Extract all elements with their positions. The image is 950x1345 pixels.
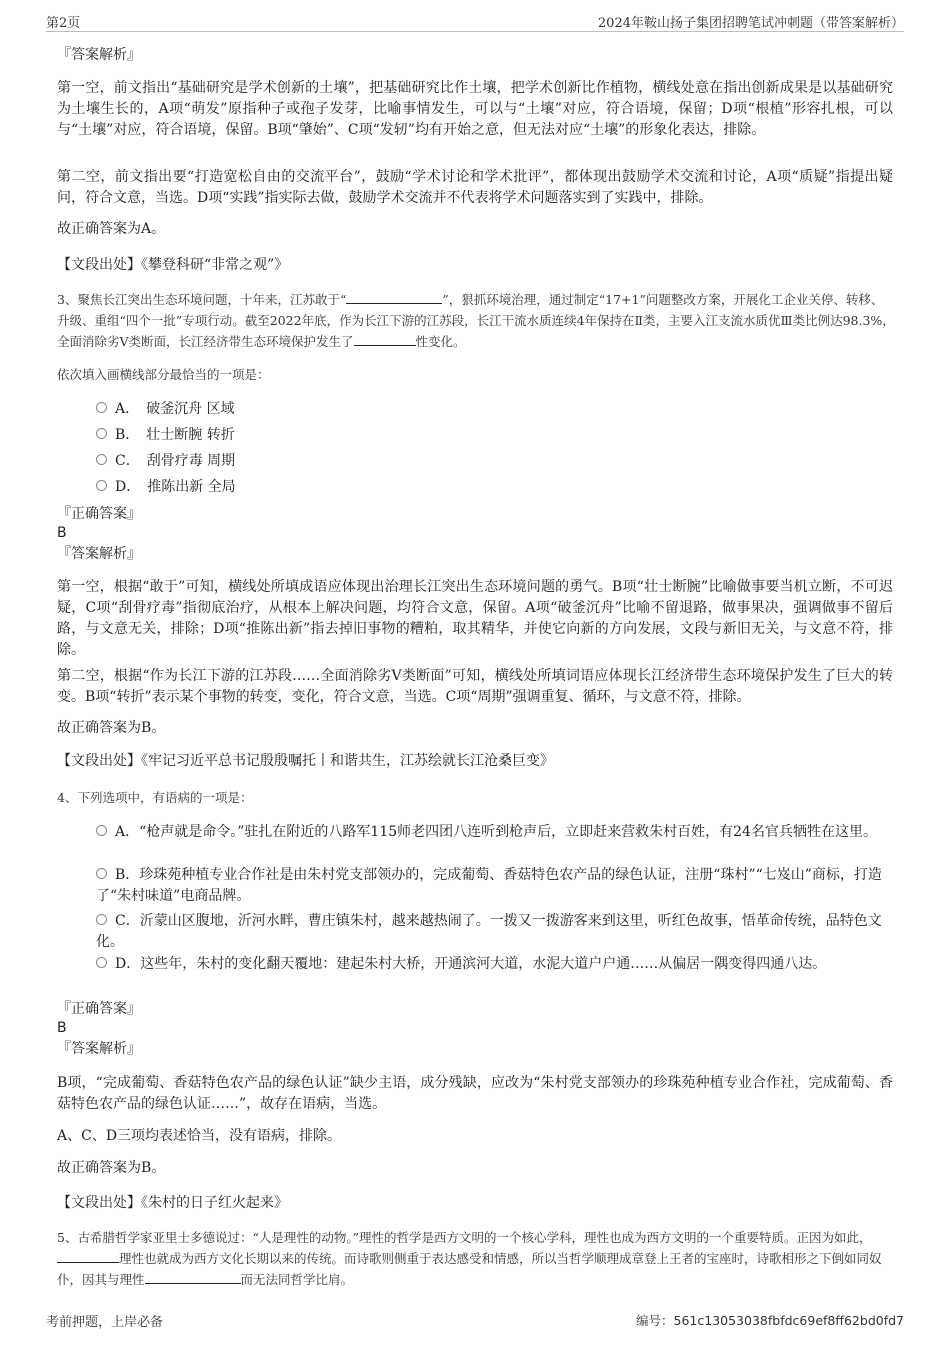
document-title: 2024年鞍山扬子集团招聘笔试冲刺题（带答案解析） xyxy=(597,16,904,31)
radio-icon[interactable] xyxy=(96,914,107,925)
radio-icon[interactable] xyxy=(96,868,107,879)
source: 【文段出处】《朱村的日子红火起来》 xyxy=(57,1195,288,1211)
page-number: 第2页 xyxy=(46,16,81,31)
option-b[interactable]: B． 壮士断腕 转折 xyxy=(96,425,235,446)
conclusion: 故正确答案为B。 xyxy=(57,1160,166,1176)
option-d[interactable]: D．这些年，朱村的变化翻天覆地：建起朱村大桥，开通滨河大道，水泥大道户户通……从偏居一隅变得四通八达。 xyxy=(96,954,896,975)
analysis-paragraph: 第二空，前文指出要“打造宽松自由的交流平台”，鼓励“学术讨论和学术批评”，都体现出鼓励学术交流和讨论，A项“质疑”指提出疑问，符合文意，当选。D项“实践”指实际去做，鼓励学术交流并不代表将学术问题落实到了实践中，排除。 xyxy=(57,169,893,206)
question-prompt: 依次填入画横线部分最恰当的一项是： xyxy=(57,367,270,382)
option-c[interactable]: C． 刮骨疗毒 周期 xyxy=(96,451,235,472)
correct-answer: B xyxy=(57,1020,67,1036)
document-id: 编号：561c13053038fbfdc69ef8ff62bd0fd7 xyxy=(636,1313,904,1328)
analysis-paragraph: 第一空，根据“敢于”可知，横线处所填成语应体现出治理长江突出生态环境问题的勇气。B项“壮士断腕”比喻做事要当机立断，不可迟疑，C项“刮骨疗毒”指彻底治疗，从根本上解决问题，均符合文意，保留。A项“破釜沉舟”比喻不留退路，做事果决，强调做事不留后路，与文意无关，排除；D项“推陈出新”指去掉旧事物的糟粕，取其精华，并使它向新的方向发展，文段与新旧无关，与文意不符，排除。 xyxy=(57,579,893,658)
fill-blank xyxy=(57,1250,119,1263)
footer-slogan: 考前押题，上岸必备 xyxy=(46,1315,164,1330)
option-d[interactable]: D． 推陈出新 全局 xyxy=(96,477,236,498)
correct-answer-label: 『正确答案』 xyxy=(57,1001,141,1017)
answer-analysis-label: 『答案解析』 xyxy=(57,47,141,63)
fill-blank xyxy=(145,1271,241,1284)
page-header xyxy=(46,9,904,32)
option-b[interactable]: B．珍珠苑种植专业合作社是由朱村党支部领办的，完成葡萄、香菇特色农产品的绿色认证，注册“珠村”“七岌山”商标，打造了“朱村味道”电商品牌。 xyxy=(96,867,882,904)
analysis-paragraph: 第二空，根据“作为长江下游的江苏段……全面消除劣Ⅴ类断面”可知，横线处所填词语应体现长江经济带生态环境保护发生了巨大的转变。B项“转折”表示某个事物的转变，变化，符合文意，当选。C项“周期”强调重复、循环，与文意不符，排除。 xyxy=(57,668,893,705)
radio-icon[interactable] xyxy=(96,454,107,465)
analysis-paragraph: 第一空，前文指出“基础研究是学术创新的土壤”，把基础研究比作土壤，把学术创新比作植物，横线处意在指出创新成果是以基础研究为土壤生长的，A项“萌发”原指种子或孢子发芽，比喻事情发生，可以与“土壤”对应，符合语境，保留；D项“根植”形容扎根，可以与“土壤”对应，符合语境，保留。B项“肇始”、C项“发轫”均有开始之意，但无法对应“土壤”的形象化表达，排除。 xyxy=(57,80,893,138)
option-a[interactable]: A． 破釜沉舟 区域 xyxy=(96,399,235,420)
radio-icon[interactable] xyxy=(96,957,107,968)
analysis-paragraph: B项，“完成葡萄、香菇特色农产品的绿色认证”缺少主语，成分残缺，应改为“朱村党支部领办的珍珠苑种植专业合作社，完成葡萄、香菇特色农产品的绿色认证……”，故存在语病，当选。 xyxy=(57,1075,893,1112)
question-3-stem: 3、聚焦长江突出生态环境问题，十年来，江苏敢于“ ”，狠抓环境治理，通过制定“17+1”问题整改方案，开展化工企业关停、转移、升级、重组“四个一批”专项行动。截至2022年底，作为长江下游的江苏段，长江干流水质连续4年保持在Ⅱ类，主要入江支流水质优Ⅲ类比例达98.3%，全面消除劣Ⅴ类断面，长江经济带生态环境保护发生了 性变化。 xyxy=(57,292,895,349)
radio-icon[interactable] xyxy=(96,825,107,836)
conclusion: 故正确答案为B。 xyxy=(57,720,166,736)
option-a[interactable]: A．“枪声就是命令。”驻扎在附近的八路军115师老四团八连听到枪声后，立即赶来营救朱村百姓，有24名官兵牺牲在这里。 xyxy=(96,822,896,843)
source: 【文段出处】《牢记习近平总书记殷殷嘱托丨和谐共生，江苏绘就长江沧桑巨变》 xyxy=(57,753,554,769)
question-5-stem: 5、古希腊哲学家亚里士多德说过：“人是理性的动物。”理性的哲学是西方文明的一个核心学科，理性也成为西方文明的一个重要特质。正因为如此，理性也就成为西方文化长期以来的传统。而诗歌则侧重于表达感受和情感，所以当哲学顺理成章登上王者的宝座时，诗歌相形之下倒如同奴仆，因其与理性 而无法同哲学比肩。 xyxy=(57,1230,882,1287)
option-c[interactable]: C．沂蒙山区腹地，沂河水畔，曹庄镇朱村，越来越热闹了。一拨又一拨游客来到这里，听红色故事，悟革命传统，品特色文化。 xyxy=(96,913,882,950)
fill-blank xyxy=(346,291,442,304)
radio-icon[interactable] xyxy=(96,480,107,491)
source: 【文段出处】《攀登科研“非常之观”》 xyxy=(57,257,289,273)
answer-analysis-label: 『答案解析』 xyxy=(57,546,141,562)
fill-blank xyxy=(354,333,416,346)
radio-icon[interactable] xyxy=(96,402,107,413)
radio-icon[interactable] xyxy=(96,428,107,439)
answer-analysis-label: 『答案解析』 xyxy=(57,1041,141,1057)
analysis-paragraph: A、C、D三项均表述恰当，没有语病，排除。 xyxy=(57,1128,342,1144)
conclusion: 故正确答案为A。 xyxy=(57,221,166,237)
correct-answer: B xyxy=(57,525,67,541)
question-4-stem: 4、下列选项中，有语病的一项是： xyxy=(57,790,253,805)
correct-answer-label: 『正确答案』 xyxy=(57,506,141,522)
